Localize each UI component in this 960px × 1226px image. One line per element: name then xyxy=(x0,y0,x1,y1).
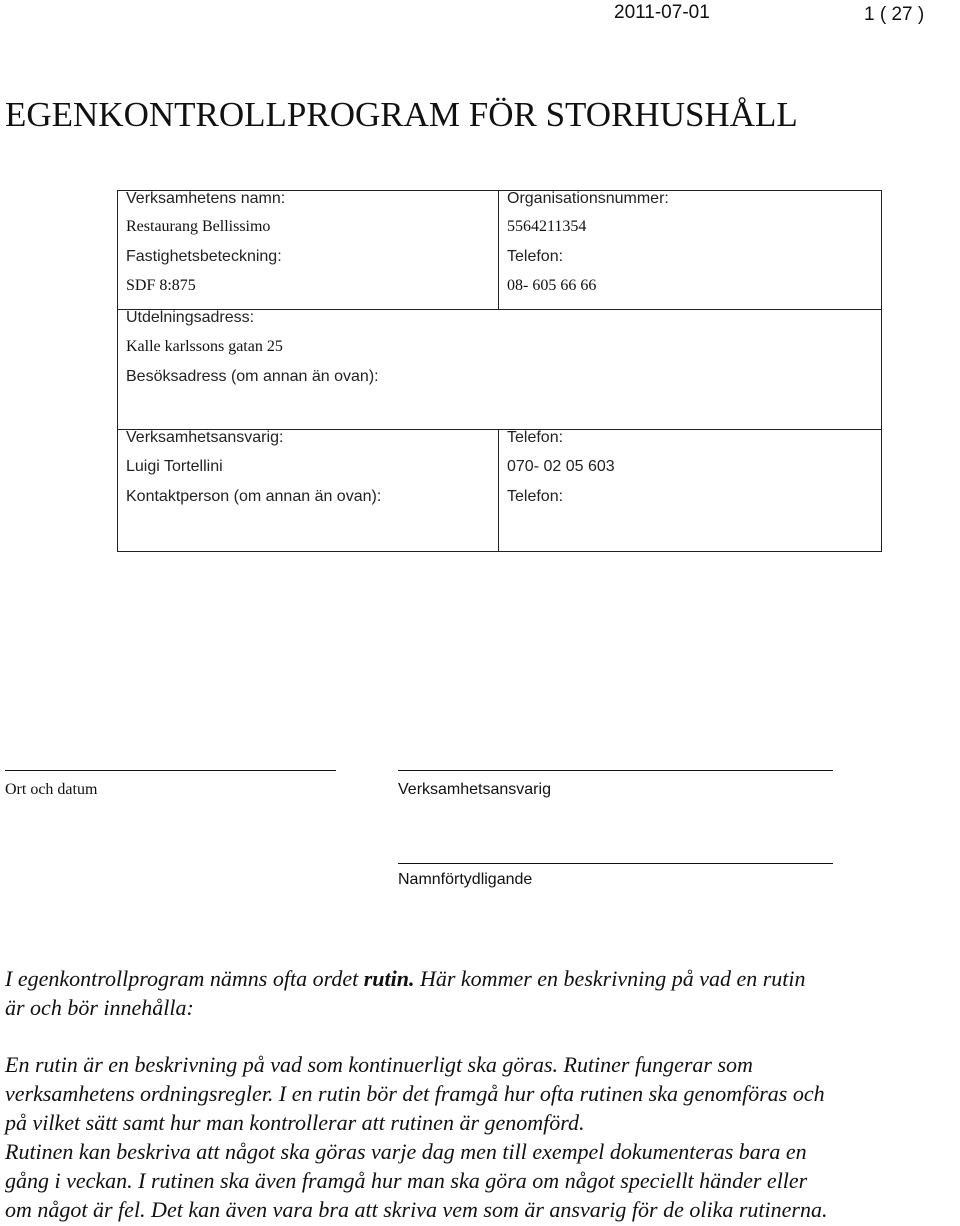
telefon1-label: Telefon: xyxy=(507,248,564,265)
utdelning-value: Kalle karlssons gatan 25 xyxy=(126,338,283,355)
intro-paragraph-line-1 xyxy=(5,964,806,993)
intro-paragraph-line-2: är och bör innehålla: xyxy=(5,995,194,1020)
orgnr-label: Organisationsnummer: xyxy=(507,190,669,207)
orgnr-value: 5564211354 xyxy=(507,218,587,235)
intro-bold-word: rutin. xyxy=(363,966,415,991)
telefon3-label: Telefon: xyxy=(507,488,564,505)
ort-datum-label: Ort och datum xyxy=(5,781,98,798)
body-line: om något är fel. Det kan även vara bra att skriva vem som är ansvarig för de olika rutinerna. xyxy=(5,1197,828,1222)
besok-label: Besöksadress (om annan än ovan): xyxy=(126,368,379,385)
body-line: gång i veckan. I rutinen ska även framgå hur man ska göra om något speciellt händer eller xyxy=(5,1168,808,1193)
ansvarig-signature-label: Verksamhetsansvarig xyxy=(398,781,551,798)
intro-text-continued: Här kommer en beskrivning på vad en rutin xyxy=(414,966,806,991)
telefon2-label: Telefon: xyxy=(507,429,564,446)
name-label: Verksamhetens namn: xyxy=(126,190,286,207)
name-value: Restaurang Bellissimo xyxy=(126,218,271,235)
page-number: 1 ( 27 ) xyxy=(864,4,925,25)
ort-datum-line xyxy=(5,770,336,771)
ansvarig-value: Luigi Tortellini xyxy=(126,458,223,475)
ansvarig-label: Verksamhetsansvarig: xyxy=(126,429,284,446)
fastighet-label: Fastighetsbeteckning: xyxy=(126,248,282,265)
form-divider-bottom xyxy=(498,429,499,552)
kontakt-label: Kontaktperson (om annan än ovan): xyxy=(126,488,382,505)
intro-text: I egenkontrollprogram nämns ofta ordet xyxy=(5,966,364,991)
telefon2-value: 070- 02 05 603 xyxy=(507,458,615,475)
telefon1-value: 08- 605 66 66 xyxy=(507,277,597,294)
document-title: EGENKONTROLLPROGRAM FÖR STORHUSHÅLL xyxy=(5,95,798,134)
ansvarig-signature-line xyxy=(398,770,833,771)
body-line: på vilket sätt samt hur man kontrollerar att rutinen är genomförd. xyxy=(5,1110,585,1135)
utdelning-label: Utdelningsadress: xyxy=(126,309,255,326)
fastighet-value: SDF 8:875 xyxy=(126,277,196,294)
namn-label: Namnförtydligande xyxy=(398,871,533,888)
document-date: 2011-07-01 xyxy=(614,2,710,23)
body-line: Rutinen kan beskriva att något ska göras varje dag men till exempel dokumenteras bara en xyxy=(5,1139,807,1164)
body-line: verksamhetens ordningsregler. I en rutin bör det framgå hur ofta rutinen ska genomföras och xyxy=(5,1081,825,1106)
body-line: En rutin är en beskrivning på vad som kontinuerligt ska göras. Rutiner fungerar som xyxy=(5,1052,753,1077)
form-divider-top xyxy=(498,190,499,309)
namn-line xyxy=(398,863,833,864)
